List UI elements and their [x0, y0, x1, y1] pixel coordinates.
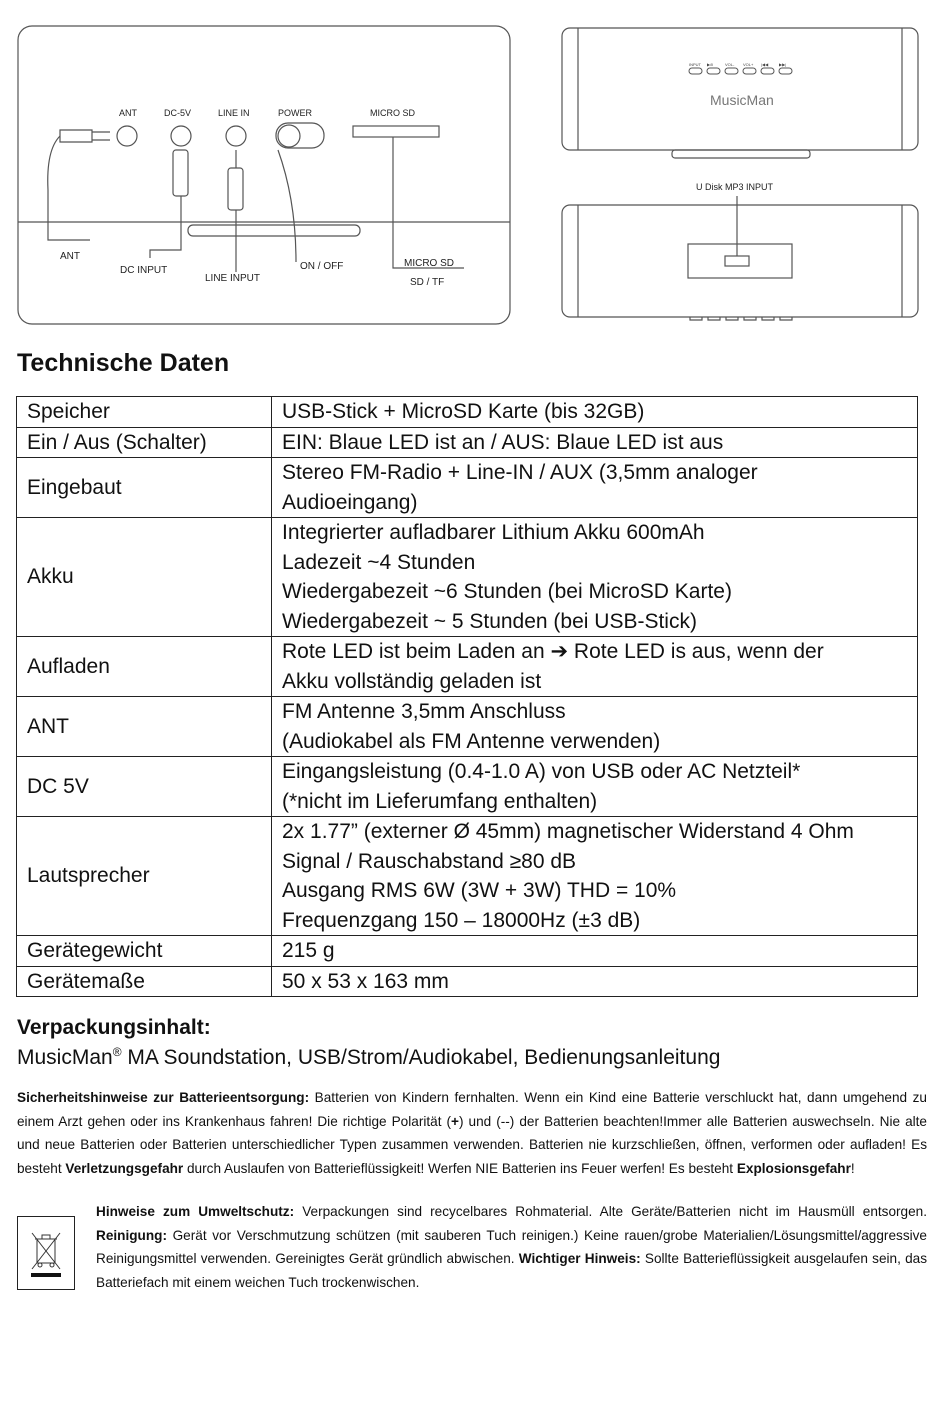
- safety-text-1: Batterien von Kindern fernhalten. Wenn ein Kind eine Batterie verschluckt hat, dann umgehend zu einem Arzt gehen oder ins Krankenhaus fahren! Die richtige Polarität (: [17, 1090, 927, 1129]
- cleaning-heading: Reinigung:: [96, 1227, 167, 1243]
- button-label-input: INPUT: [689, 62, 701, 67]
- spec-value-line: 50 x 53 x 163 mm: [282, 969, 449, 993]
- spec-value: [272, 397, 918, 428]
- spec-value-line: Integrierter aufladbarer Lithium Akku 600mAh: [282, 521, 705, 544]
- spec-value-line: Rote LED ist beim Laden an ➔ Rote LED is aus, wenn der: [282, 640, 824, 663]
- spec-key: Akku: [17, 518, 272, 637]
- spec-key: Lautsprecher: [17, 817, 272, 936]
- crossed-bin-icon: [17, 1216, 75, 1290]
- spec-value-line: Eingangsleistung (0.4-1.0 A) von USB oder AC Netzteil*: [282, 760, 801, 783]
- spec-value-line: Wiedergabezeit ~6 Stunden (bei MicroSD Karte): [282, 580, 732, 603]
- spec-value: [272, 427, 918, 458]
- port-label-micro-sd: MICRO SD: [370, 108, 415, 118]
- spec-row: [17, 397, 918, 428]
- spec-key: Ein / Aus (Schalter): [17, 427, 272, 458]
- polarity-plus: +: [451, 1113, 459, 1129]
- spec-value-line: 2x 1.77” (externer Ø 45mm) magnetischer Widerstand 4 Ohm: [282, 820, 854, 843]
- spec-value-line: EIN: Blaue LED ist an / AUS: Blaue LED ist aus: [282, 430, 724, 454]
- front-view-illustration: [562, 196, 918, 320]
- spec-row: [17, 817, 918, 936]
- spec-key: ANT: [17, 697, 272, 757]
- package-contents: [17, 1016, 720, 1070]
- spec-row: [17, 637, 918, 697]
- spec-value-line: (*nicht im Lieferumfang enthalten): [282, 789, 598, 813]
- spec-value: [272, 757, 918, 817]
- spec-value-line: Signal / Rauschabstand ≥80 dB: [282, 849, 577, 873]
- battery-safety-notice: [17, 1086, 927, 1180]
- spec-value-line: FM Antenne 3,5mm Anschluss: [282, 700, 566, 723]
- spec-value-line: Wiedergabezeit ~ 5 Stunden (bei USB-Stick): [282, 609, 697, 633]
- spec-value: [272, 936, 918, 967]
- callout-line-input: LINE INPUT: [205, 273, 261, 284]
- spec-value: [272, 637, 918, 697]
- spec-row: [17, 458, 918, 518]
- spec-key: Speicher: [17, 397, 272, 428]
- spec-value: [272, 458, 918, 518]
- package-brand: MusicMan: [17, 1046, 113, 1069]
- explosion-warning: Explosionsgefahr: [736, 1160, 851, 1176]
- safety-text-3: durch Auslaufen von Batterieflüssigkeit! Werfen NIE Batterien ins Feuer werfen! Es besteht: [183, 1160, 737, 1176]
- spec-value-line: Audioeingang): [282, 490, 418, 514]
- callout-dc-input: DC INPUT: [120, 265, 168, 276]
- environment-heading: Hinweise zum Umweltschutz:: [96, 1204, 295, 1219]
- spec-value: [272, 817, 918, 936]
- section-title: Technische Daten: [17, 349, 230, 377]
- spec-value-line: Frequenzgang 150 – 18000Hz (±3 dB): [282, 908, 641, 932]
- callout-ant: ANT: [60, 251, 80, 262]
- spec-row: [17, 936, 918, 967]
- usb-input-label: U Disk MP3 INPUT: [696, 182, 774, 192]
- spec-table: [16, 396, 918, 997]
- button-labels: [689, 62, 786, 67]
- spec-row: [17, 757, 918, 817]
- spec-row: [17, 966, 918, 997]
- environment-text-2: Gerät vor Verschmutzung schützen (mit sauberen Tuch reinigen.) Keine rauen/grobe Materialien/Lösungsmittel/aggressive Reinigungsmittel verwenden. Gereinigtes Gerät gründlich abwischen.: [96, 1227, 927, 1266]
- environment-text-1: Verpackungen sind recycelbares Rohmaterial. Alte Geräte/Batterien nicht im Hausmüll entsorgen.: [294, 1204, 927, 1219]
- spec-row: [17, 427, 918, 458]
- spec-key: DC 5V: [17, 757, 272, 817]
- button-label-vol-down: VOL-: [725, 62, 735, 67]
- port-label-line-in: LINE IN: [218, 108, 250, 118]
- spec-key: Gerätemaße: [17, 966, 272, 997]
- safety-text-4: !: [850, 1160, 855, 1176]
- callout-micro-sd: MICRO SD: [404, 258, 454, 269]
- brand-logo-text: MusicMan: [710, 92, 774, 108]
- package-heading: Verpackungsinhalt:: [17, 1016, 211, 1039]
- spec-row: [17, 697, 918, 757]
- button-label-vol-up: VOL+: [743, 62, 754, 67]
- button-label-next: ▶▶|: [779, 62, 787, 67]
- safety-heading: Sicherheitshinweise zur Batterieentsorgung:: [17, 1090, 310, 1105]
- important-heading: Wichtiger Hinweis:: [518, 1251, 641, 1266]
- spec-value: [272, 518, 918, 637]
- spec-value-line: Ladezeit ~4 Stunden: [282, 550, 476, 574]
- spec-value-line: Ausgang RMS 6W (3W + 3W) THD = 10%: [282, 879, 677, 902]
- environment-cleaning-notice: [96, 1200, 927, 1294]
- port-label-ant: ANT: [119, 108, 137, 118]
- spec-value-line: 215 g: [282, 939, 335, 962]
- spec-key: Gerätegewicht: [17, 936, 272, 967]
- spec-value: [272, 966, 918, 997]
- safety-text-2: ) und (--) der Batterien beachten!Immer alle Batterien auswechseln. Nie alte und neue Batterien oder Batterien unterschiedlicher Typen zusammen verwenden. Batterien nie kurzschließen, öffnen, verformen oder aufladen! Es besteht: [17, 1113, 927, 1176]
- port-label-power: POWER: [278, 108, 313, 118]
- button-label-play: ▶/II: [707, 62, 714, 67]
- spec-value-line: Stereo FM-Radio + Line-IN / AUX (3,5mm analoger: [282, 461, 758, 484]
- spec-key: Eingebaut: [17, 458, 272, 518]
- callout-on-off: ON / OFF: [300, 261, 344, 272]
- spec-value-line: (Audiokabel als FM Antenne verwenden): [282, 729, 661, 753]
- injury-warning: Verletzungsgefahr: [65, 1160, 184, 1176]
- spec-row: [17, 518, 918, 637]
- spec-value: [272, 697, 918, 757]
- device-diagram: [0, 0, 950, 340]
- package-text: MA Soundstation, USB/Strom/Audiokabel, Bedienungsanleitung: [121, 1046, 721, 1069]
- spec-value-line: Akku vollständig geladen ist: [282, 669, 542, 693]
- spec-value-line: USB-Stick + MicroSD Karte (bis 32GB): [282, 400, 645, 423]
- spec-key: Aufladen: [17, 637, 272, 697]
- environment-text-3: Sollte Batterieflüssigkeit ausgelaufen sein, das Batteriefach mit einem weichen Tuch trockenwischen.: [96, 1251, 927, 1290]
- callout-sd-tf: SD / TF: [410, 277, 445, 288]
- registered-mark: ®: [112, 1045, 122, 1059]
- button-label-prev: |◀◀: [761, 62, 769, 67]
- port-label-dc: DC-5V: [164, 108, 192, 118]
